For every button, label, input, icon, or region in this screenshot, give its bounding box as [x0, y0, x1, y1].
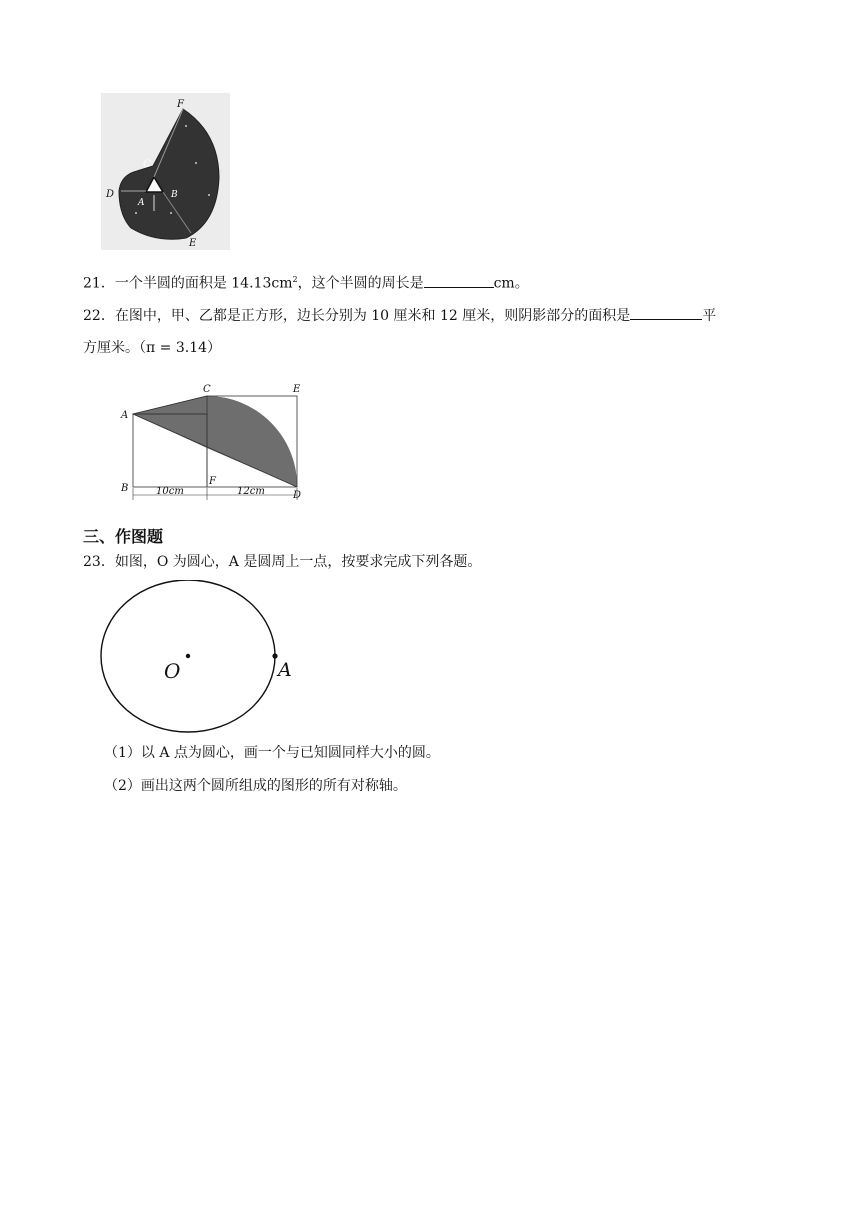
- circle-figure-svg: [96, 580, 306, 736]
- question-text-line2: 方厘米。（π = 3.14）: [83, 340, 222, 356]
- dimension-label-12cm: 12cm: [237, 486, 265, 497]
- question-23: [83, 552, 481, 572]
- label-A: A: [121, 410, 129, 421]
- question-number: 21．: [83, 275, 115, 292]
- label-B: B: [121, 483, 129, 494]
- label-A: A: [138, 198, 145, 208]
- dimension-label-10cm: 10cm: [156, 486, 184, 497]
- label-F: F: [177, 99, 184, 110]
- question-text-end: 平: [702, 308, 717, 324]
- label-C: C: [143, 159, 151, 170]
- squares-figure-svg: [118, 380, 310, 508]
- question-22-line1: [83, 305, 716, 326]
- section-heading: 三、作图题: [83, 527, 164, 546]
- label-E: E: [293, 384, 301, 395]
- question-23-sub1: （1）以 A 点为圆心，画一个与已知圆同样大小的圆。: [104, 745, 440, 761]
- label-F: F: [209, 476, 216, 487]
- label-E: E: [189, 238, 197, 249]
- question-text: 在图中，甲、乙都是正方形，边长分别为 10 厘米和 12 厘米，则阴影部分的面积是: [114, 308, 631, 324]
- question-22-line2: [83, 338, 221, 358]
- question-number: 22．: [83, 308, 115, 324]
- label-D: D: [293, 490, 302, 501]
- label-D: D: [106, 189, 115, 200]
- question-text-middle: ，这个半圆的周长是: [297, 275, 424, 292]
- circle-figure: [96, 580, 306, 736]
- question-21: [83, 270, 529, 294]
- spiral-figure: [101, 93, 230, 250]
- spiral-figure-svg: [101, 93, 230, 250]
- answer-blank[interactable]: [424, 273, 494, 288]
- question-23-sub2: （2）画出这两个圆所组成的图形的所有对称轴。: [104, 778, 407, 794]
- answer-blank[interactable]: [630, 305, 702, 320]
- superscript: 2: [292, 275, 298, 284]
- question-text: 一个半圆的面积是 14.13cm: [114, 275, 293, 292]
- label-C: C: [203, 384, 211, 395]
- label-O: O: [164, 659, 181, 683]
- label-A: A: [278, 659, 292, 681]
- squares-figure: [118, 380, 310, 508]
- question-number: 23．: [83, 554, 115, 570]
- question-text-end: cm。: [493, 275, 529, 292]
- question-text: 如图，O 为圆心，A 是圆周上一点，按要求完成下列各题。: [114, 554, 482, 570]
- label-B: B: [171, 190, 178, 200]
